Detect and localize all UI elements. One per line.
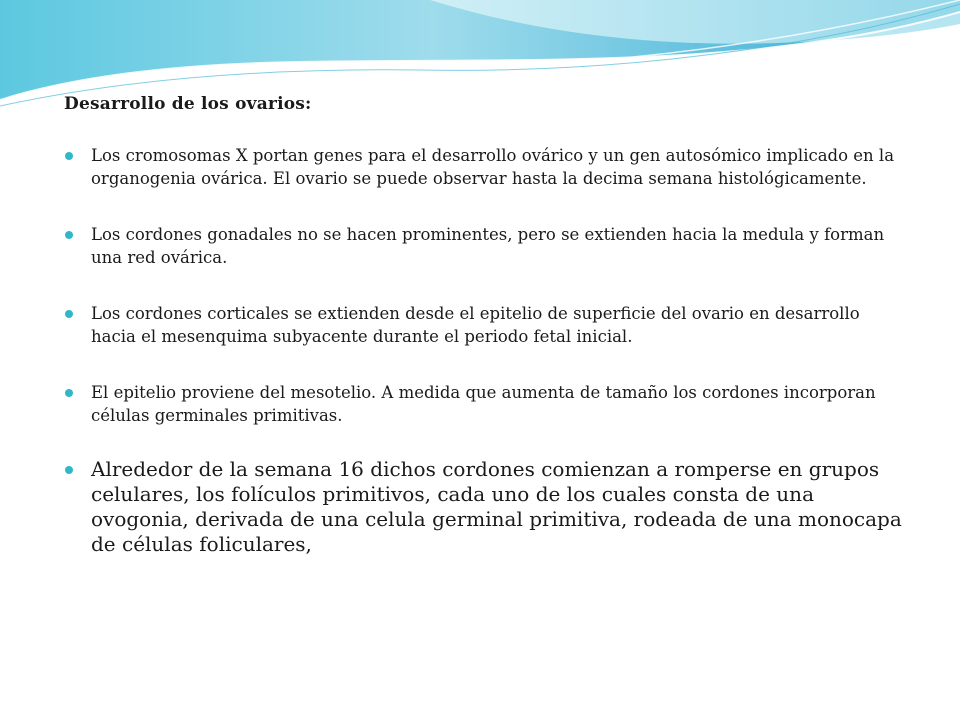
bullet-text: El epitelio proviene del mesotelio. A medida que aumenta de tamaño los cordones incorporan células germinales primitivas. (91, 383, 876, 425)
bullet-item-large (64, 457, 904, 557)
bullet-dot-icon (65, 152, 73, 160)
bullet-text: Alrededor de la semana 16 dichos cordones comienzan a romperse en grupos celulares, los folículos primitivos, cada uno de los cuales consta de una ovogonia, derivada de una celula germinal primitiva, rodeada de una monocapa de células foliculares, (91, 457, 902, 556)
bullet-item (64, 381, 904, 427)
bullet-item (64, 223, 904, 269)
bullet-item (64, 302, 904, 348)
bullet-dot-icon (65, 310, 73, 318)
bullet-item (64, 144, 904, 190)
bullet-dot-icon (65, 231, 73, 239)
bullet-text: Los cordones gonadales no se hacen prominentes, pero se extienden hacia la medula y forman una red ovárica. (91, 225, 885, 267)
bullet-list (64, 144, 904, 557)
slide-content (64, 94, 904, 590)
slide-title: Desarrollo de los ovarios: (64, 94, 312, 114)
bullet-dot-icon (65, 389, 73, 397)
bullet-text: Los cromosomas X portan genes para el desarrollo ovárico y un gen autosómico implicado en la organogenia ovárica. El ovario se puede observar hasta la decima semana histológicamente. (91, 146, 895, 188)
bullet-text: Los cordones corticales se extienden desde el epitelio de superficie del ovario en desarrollo hacia el mesenquima subyacente durante el periodo fetal inicial. (91, 304, 860, 346)
bullet-dot-icon (65, 466, 73, 474)
